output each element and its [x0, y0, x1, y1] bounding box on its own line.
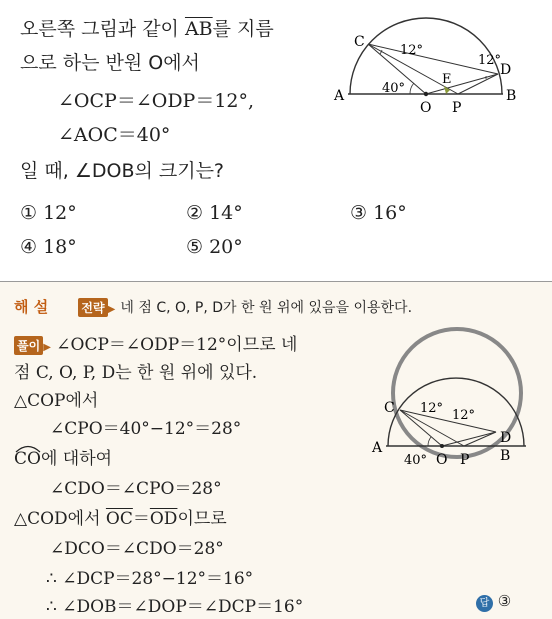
- angle-aoc-arc: [410, 83, 414, 94]
- label-d: D: [500, 430, 512, 446]
- choice-4-number: ④: [20, 236, 38, 258]
- solution-line-6: ∠CDO＝∠CPO＝28°: [50, 479, 222, 499]
- problem-line-1-suffix: 를 지름: [212, 18, 274, 40]
- problem-line-1: [20, 14, 274, 41]
- cod-prefix: △COD에서: [14, 509, 106, 529]
- center-o-dot: [440, 444, 444, 448]
- answer-value: ③: [497, 592, 512, 610]
- problem-line-5: 일 때, ∠DOB의 크기는?: [20, 160, 225, 182]
- solution-line-3: △COP에서: [14, 391, 99, 411]
- label-e: E: [442, 72, 452, 87]
- choice-4-text: 18°: [43, 236, 77, 258]
- solution-line-10: ∴ ∠DOB＝∠DOP＝∠DCP＝16°: [46, 597, 304, 617]
- label-c: C: [354, 34, 365, 50]
- cod-suffix: 이므로: [177, 509, 227, 529]
- angle-aoc-label: 40°: [404, 453, 428, 468]
- choice-1-text: 12°: [43, 202, 77, 224]
- label-b: B: [500, 448, 511, 464]
- choice-4[interactable]: [20, 236, 77, 258]
- arc-suffix: 에 대하여: [40, 449, 113, 469]
- choice-5-number: ⑤: [186, 236, 204, 258]
- solution-line-9: ∴ ∠DCP＝28°−12°＝16°: [46, 569, 254, 589]
- problem-line-2: 으로 하는 반원 O에서: [20, 52, 200, 74]
- choice-2-text: 14°: [209, 202, 243, 224]
- angle-aoc-arc: [428, 437, 431, 446]
- segment-od: [426, 74, 498, 94]
- solution-line-7: [14, 504, 227, 529]
- choice-5[interactable]: [186, 236, 243, 258]
- segment-od-label: $\overline{OD}$: [149, 509, 178, 529]
- solution-line-5: [14, 444, 112, 469]
- solution-line-8: ∠DCO＝∠CDO＝28°: [50, 539, 224, 559]
- label-c: C: [384, 400, 395, 416]
- solution-line-4: ∠CPO＝40°−12°＝28°: [50, 419, 242, 439]
- pul-arrow-icon: ▶: [43, 342, 51, 353]
- strategy-text: 네 점 C, O, P, D가 한 원 위에 있음을 이용한다.: [120, 300, 413, 316]
- semicircle-figure-top: [330, 10, 545, 120]
- angle-aoc-label: 40°: [382, 81, 406, 96]
- problem-line-3: ∠OCP＝∠ODP＝12°,: [58, 90, 255, 112]
- arc-over-icon: [14, 443, 42, 453]
- answer-indicator: [476, 592, 511, 612]
- problem-line-4: ∠AOC＝40°: [58, 124, 171, 146]
- arc-co: [14, 449, 41, 469]
- equals-sign: ＝: [132, 509, 150, 529]
- choice-3[interactable]: [350, 202, 407, 224]
- solution-heading: 해 설: [14, 298, 49, 316]
- segment-cd: [400, 410, 496, 432]
- segment-ab: $\overline{AB}$: [184, 18, 213, 40]
- segment-pd: [458, 74, 498, 94]
- solution-line-1: [14, 330, 297, 355]
- center-o-dot: [424, 92, 428, 96]
- label-p: P: [452, 100, 462, 116]
- problem-line-1-prefix: 오른쪽 그림과 같이: [20, 18, 185, 40]
- label-o: O: [436, 452, 448, 468]
- choice-3-number: ③: [350, 202, 368, 224]
- strategy-arrow-icon: ▶: [107, 304, 116, 315]
- solution-text-1: ∠OCP＝∠ODP＝12°이므로 네: [56, 335, 298, 355]
- choice-1-number: ①: [20, 202, 38, 224]
- angle-c-label: 12°: [420, 401, 444, 416]
- label-o: O: [420, 100, 432, 116]
- choice-5-text: 20°: [209, 236, 243, 258]
- semicircle-figure-bottom: [360, 320, 550, 480]
- solution-header: [14, 296, 412, 317]
- label-b: B: [506, 88, 517, 104]
- angle-c-label: 12°: [400, 43, 424, 58]
- label-d: D: [500, 62, 512, 78]
- angle-d-label: 12°: [452, 408, 476, 423]
- strategy-badge: 전략: [78, 298, 107, 317]
- answer-icon: 답: [476, 595, 493, 612]
- choice-3-text: 16°: [373, 202, 407, 224]
- choice-2[interactable]: [186, 202, 243, 224]
- angle-d-label: 12°: [478, 53, 502, 68]
- label-a: A: [372, 440, 383, 456]
- solution-line-2: 점 C, O, P, D는 한 원 위에 있다.: [14, 363, 258, 383]
- segment-oc-label: $\overline{OC}$: [105, 509, 133, 529]
- choice-1[interactable]: [20, 202, 77, 224]
- pul-badge: 풀이: [14, 336, 43, 355]
- label-a: A: [334, 88, 345, 104]
- choice-2-number: ②: [186, 202, 204, 224]
- label-p: P: [460, 452, 470, 468]
- arc-co-label: CO: [14, 449, 41, 469]
